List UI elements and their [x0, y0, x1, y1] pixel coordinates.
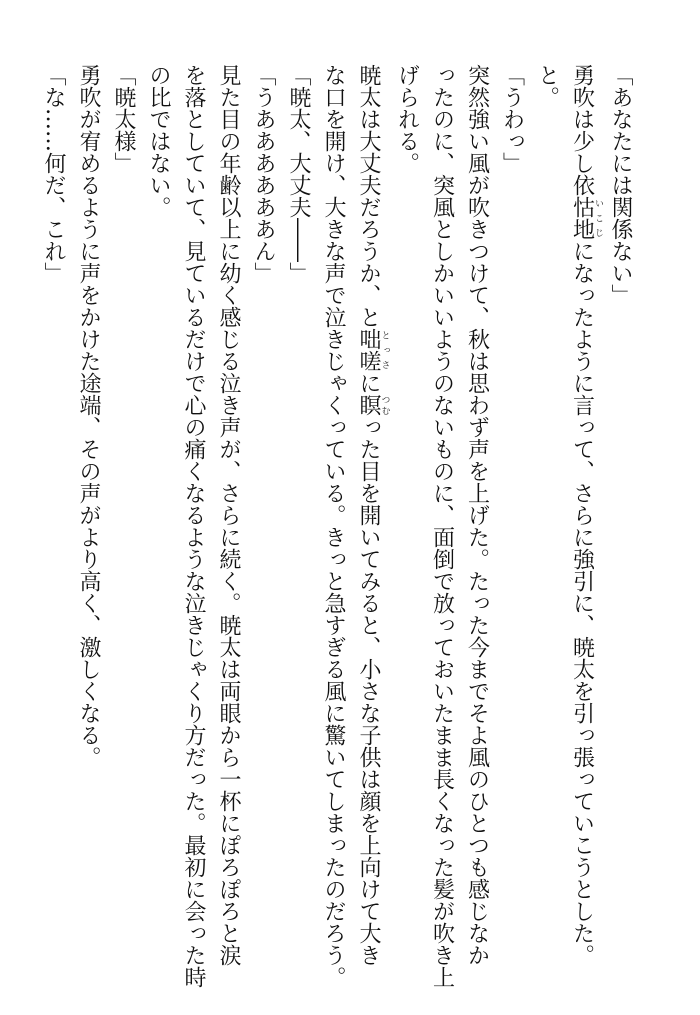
ruby-tsumu	[356, 394, 390, 416]
text-line	[565, 64, 604, 994]
text-line: ったのに、突風としかいいようのないものに、面倒で放っておいたまま長くなった髪が吹き上	[429, 64, 455, 988]
text-line: げられる。	[394, 64, 420, 174]
ruby-base: 怙地	[569, 196, 595, 240]
text-line: 「暁太様」	[111, 64, 136, 174]
text-line: と。	[534, 64, 560, 108]
ruby-base: 瞑	[356, 394, 381, 416]
text-segment: 勇吹は少し依	[569, 64, 595, 196]
text-line: な口を開け、大きな声で泣きじゃくっている。きっと急すぎる風に驚いてしまったのだろう。	[321, 64, 346, 988]
ruby-reading: いこじ	[593, 196, 603, 240]
ruby-reading: つむ	[379, 394, 390, 416]
text-line: 「うああああああん」	[251, 64, 276, 284]
text-line: の比ではない。	[146, 64, 171, 218]
text-line: 「な……何だ、これ」	[41, 64, 66, 284]
ruby-tossa	[356, 328, 390, 372]
text-line: 突然強い風が吹きつけて、秋は思わず声を上げた。たった今までそよ風のひとつも感じなか	[464, 64, 490, 966]
text-line: 「うわっ」	[499, 64, 525, 174]
ruby-base: 咄嗟	[356, 328, 381, 372]
text-line: 見た目の年齢以上に幼く感じる泣き声が、さらに続く。暁太は両眼から一杯にぽろぽろと涙	[216, 64, 241, 966]
text-line: を落としていて、見ているだけで心の痛くなるような泣きじゃくり方だった。最初に会った時	[181, 64, 206, 988]
text-line: 勇吹が宥めるように声をかけた途端、その声がより高く、激しくなる。	[76, 64, 101, 768]
text-segment: に	[356, 372, 381, 394]
ruby-kokoji	[569, 196, 603, 240]
ruby-reading: とっさ	[379, 328, 390, 372]
text-segment: になったように言って、さらに強引に、暁太を引っ張っていこうとした。	[569, 240, 595, 966]
text-segment: った目を開いてみると、小さな子供は顔を上向けて大き	[356, 416, 381, 966]
text-segment: 暁太は大丈夫だろうか、と	[356, 64, 381, 328]
text-line: 「あなたには関係ない」	[608, 64, 633, 306]
text-line	[351, 64, 390, 994]
text-line: 「暁太、大丈夫――」	[286, 64, 311, 284]
vertical-text-body	[36, 64, 638, 994]
